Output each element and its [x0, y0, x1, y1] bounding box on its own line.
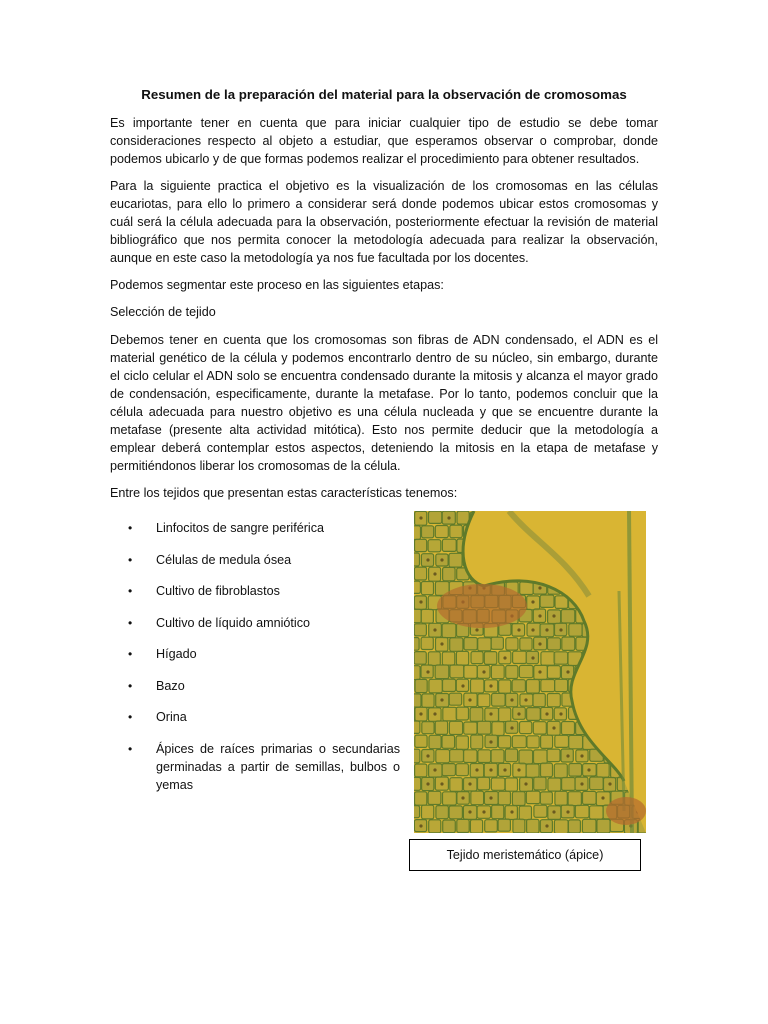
nucleus-shape — [580, 754, 583, 757]
cell-shape — [414, 638, 419, 651]
bullet-icon: • — [128, 521, 133, 535]
cell-shape — [422, 805, 434, 819]
cell-shape — [457, 511, 469, 524]
bullet-icon: • — [128, 741, 133, 756]
cell-shape — [513, 651, 527, 663]
nucleus-shape — [510, 810, 513, 813]
nucleus-shape — [433, 628, 436, 631]
nucleus-shape — [468, 698, 471, 701]
paragraph-stages: Podemos segmentar este proceso en las siguientes etapas: — [110, 278, 444, 292]
cell-shape — [470, 708, 483, 722]
nucleus-shape — [475, 768, 478, 771]
nucleus-shape — [601, 796, 604, 799]
cell-shape — [499, 708, 511, 722]
cell-shape — [450, 638, 463, 652]
cell-shape — [527, 708, 541, 721]
tissues-section — [110, 511, 658, 891]
list-item-text: Células de medula ósea — [156, 552, 292, 567]
nucleus-shape — [531, 656, 534, 659]
nucleus-shape — [531, 600, 534, 603]
nucleus-shape — [482, 670, 485, 673]
list-item — [128, 677, 400, 695]
cell-shape — [554, 764, 567, 778]
cell-shape — [548, 778, 561, 791]
cell-shape — [512, 680, 525, 692]
nucleus-shape — [531, 628, 534, 631]
nucleus-shape — [566, 670, 569, 673]
cell-shape — [414, 652, 426, 665]
nucleus-shape — [440, 558, 443, 561]
cell-shape — [569, 624, 582, 637]
nucleus-shape — [517, 712, 520, 715]
cell-shape — [429, 735, 441, 748]
cell-shape — [421, 609, 433, 623]
cell-shape — [505, 749, 517, 762]
nucleus-shape — [468, 782, 471, 785]
cell-shape — [555, 791, 567, 805]
nucleus-shape — [608, 782, 611, 785]
cell-shape — [414, 581, 420, 593]
cell-shape — [491, 750, 504, 763]
cell-shape — [449, 553, 462, 567]
nucleus-shape — [489, 796, 492, 799]
cell-shape — [597, 819, 610, 833]
cell-shape — [414, 777, 421, 790]
cell-shape — [428, 791, 441, 804]
cell-shape — [583, 791, 597, 804]
cell-shape — [429, 679, 442, 693]
cell-shape — [541, 763, 553, 777]
nucleus-shape — [489, 684, 492, 687]
cell-shape — [534, 805, 547, 817]
cell-shape — [562, 778, 576, 791]
list-item — [128, 551, 400, 569]
cell-shape — [519, 750, 533, 764]
nucleus-shape — [489, 740, 492, 743]
cell-shape — [478, 638, 491, 651]
list-item-text: Linfocitos de sangre periférica — [156, 521, 325, 535]
cell-shape — [512, 792, 525, 806]
cell-shape — [443, 707, 457, 721]
figure-caption: Tejido meristemático (ápice) — [409, 839, 641, 871]
cell-shape — [414, 624, 426, 636]
cell-shape — [471, 735, 483, 749]
cell-shape — [590, 806, 604, 819]
cell-shape — [506, 666, 518, 679]
bullet-icon: • — [128, 584, 133, 598]
cell-shape — [429, 820, 441, 833]
cell-shape — [470, 820, 482, 833]
cell-shape — [415, 735, 427, 747]
cell-shape — [478, 777, 490, 790]
cell-shape — [555, 735, 569, 747]
cell-shape — [555, 679, 568, 691]
cell-shape — [513, 819, 525, 833]
cell-shape — [415, 679, 427, 692]
cell-shape — [464, 665, 477, 678]
cell-shape — [478, 750, 491, 763]
nucleus-shape — [552, 614, 555, 617]
cell-shape — [443, 567, 456, 580]
cell-shape — [414, 553, 420, 566]
cell-shape — [568, 792, 581, 806]
nucleus-shape — [433, 572, 436, 575]
nucleus-shape — [489, 768, 492, 771]
cell-shape — [443, 679, 456, 691]
nucleus-shape — [559, 712, 562, 715]
tissue-list — [128, 519, 400, 807]
cell-shape — [527, 819, 539, 833]
cell-shape — [464, 638, 477, 650]
nucleus-shape — [440, 698, 443, 701]
nucleus-shape — [566, 810, 569, 813]
cell-shape — [590, 777, 604, 790]
list-item — [128, 614, 400, 632]
cell-shape — [456, 764, 468, 776]
list-item-text: Ápices de raíces primarias o secundarias germinadas a partir de semillas, bulbos o yemas — [156, 741, 400, 792]
nucleus-shape — [538, 670, 541, 673]
cell-shape — [415, 792, 427, 805]
cell-shape — [520, 638, 532, 650]
cell-shape — [422, 694, 434, 708]
bullet-icon: • — [128, 678, 133, 693]
cell-shape — [415, 539, 427, 551]
cell-shape — [498, 736, 510, 748]
cell-shape — [562, 722, 575, 735]
cell-shape — [562, 637, 575, 650]
micrograph-image — [414, 511, 646, 833]
document-title: Resumen de la preparación del material para la observación de cromosomas — [141, 87, 627, 102]
cell-shape — [464, 750, 477, 763]
cell-shape — [575, 805, 589, 818]
nucleus-shape — [538, 586, 541, 589]
cell-shape — [533, 722, 546, 734]
list-item-text: Bazo — [156, 678, 185, 693]
cell-shape — [414, 694, 421, 707]
cell-shape — [498, 819, 510, 831]
cell-shape — [450, 778, 463, 792]
meristem-micrograph — [414, 511, 646, 833]
nucleus-shape — [482, 810, 485, 813]
cell-shape — [471, 679, 484, 693]
cell-shape — [561, 610, 575, 624]
nucleus-shape — [517, 768, 520, 771]
cell-shape — [450, 750, 464, 763]
nucleus-shape — [552, 810, 555, 813]
list-item-text: Hígado — [156, 647, 197, 661]
cell-shape — [548, 638, 561, 650]
nucleus-shape — [419, 712, 422, 715]
cell-shape — [526, 791, 540, 804]
cell-shape — [540, 792, 552, 804]
bullet-icon: • — [128, 647, 133, 661]
cell-shape — [422, 526, 434, 538]
cell-shape — [464, 722, 477, 734]
nucleus-shape — [503, 656, 506, 659]
list-item — [128, 519, 400, 537]
cell-shape — [534, 777, 546, 790]
cell-shape — [421, 637, 433, 649]
cell-shape — [414, 609, 421, 622]
nucleus-shape — [426, 782, 429, 785]
nucleus-shape — [524, 782, 527, 785]
cell-shape — [533, 694, 545, 707]
cell-shape — [506, 638, 518, 650]
cell-shape — [449, 806, 462, 819]
nucleus-shape — [510, 726, 513, 729]
nucleus-shape — [538, 642, 541, 645]
cell-shape — [554, 652, 568, 664]
cell-shape — [484, 652, 497, 665]
nucleus-shape — [433, 768, 436, 771]
cell-shape — [456, 707, 468, 720]
cell-shape — [414, 526, 421, 540]
cell-shape — [414, 567, 426, 580]
nucleus-shape — [545, 712, 548, 715]
nucleus-shape — [538, 614, 541, 617]
nucleus-shape — [489, 712, 492, 715]
cell-shape — [442, 735, 455, 748]
nucleus-shape — [419, 516, 422, 519]
cell-shape — [568, 820, 580, 833]
cell-shape — [569, 735, 583, 748]
nucleus-shape — [580, 782, 583, 785]
cell-shape — [435, 665, 449, 679]
cell-shape — [442, 624, 456, 638]
cell-shape — [554, 820, 568, 833]
nucleus-shape — [559, 628, 562, 631]
nucleus-shape — [545, 628, 548, 631]
cell-shape — [443, 792, 457, 805]
cell-shape — [443, 820, 456, 833]
cell-shape — [520, 582, 534, 595]
cell-shape — [547, 694, 560, 707]
cell-shape — [512, 736, 526, 748]
cell-shape — [429, 511, 442, 523]
cell-shape — [414, 749, 420, 763]
cell-shape — [541, 735, 553, 748]
cell-shape — [450, 665, 464, 678]
cell-shape — [526, 764, 539, 777]
list-item-text: Cultivo de líquido amniótico — [156, 615, 311, 630]
cell-shape — [478, 694, 490, 707]
cell-shape — [456, 736, 468, 749]
cell-shape — [485, 820, 498, 832]
cell-shape — [435, 526, 448, 538]
nucleus-shape — [440, 642, 443, 645]
cell-shape — [526, 680, 539, 694]
nucleus-shape — [447, 516, 450, 519]
nucleus-shape — [524, 698, 527, 701]
nucleus-shape — [426, 754, 429, 757]
cell-shape — [499, 680, 511, 693]
cell-shape — [527, 736, 539, 748]
cell-shape — [442, 764, 455, 776]
cell-shape — [534, 750, 548, 764]
cell-shape — [414, 721, 420, 733]
cell-shape — [421, 582, 433, 595]
cell-shape — [540, 595, 554, 607]
cell-shape — [471, 791, 484, 805]
cell-shape — [491, 665, 504, 679]
nucleus-shape — [440, 782, 443, 785]
cell-shape — [520, 722, 532, 734]
nucleus-shape — [517, 628, 520, 631]
bullet-icon: • — [128, 552, 133, 567]
cell-shape — [428, 540, 441, 552]
cell-shape — [541, 652, 555, 666]
paragraph-tissues-intro: Entre los tejidos que presentan estas características tenemos: — [110, 486, 458, 500]
paragraph-objective: Para la siguiente practica el objetivo es la visualización de los cromosomas en las células eucariotas, para ello lo primero a considerar será donde podemos ubicar estos cromosomas y cuál será la célula adecuada para la observación, posteriormente efectuar la revisión de material bibliográfico que nos permita conocer la metodología adecuada para realizar la observación, aunque en este caso la metodología ya nos fue facultada por los docentes. — [110, 179, 658, 265]
cell-shape — [491, 637, 503, 649]
document-body — [110, 86, 658, 891]
cell-shape — [597, 763, 610, 777]
nucleus-shape — [468, 810, 471, 813]
nucleus-shape — [503, 768, 506, 771]
cell-shape — [492, 693, 506, 706]
cell-shape — [442, 539, 456, 551]
cell-shape — [449, 721, 462, 734]
cell-shape — [582, 819, 596, 833]
nucleus-shape — [419, 824, 422, 827]
cell-shape — [457, 819, 469, 832]
cell-shape — [415, 764, 427, 777]
cell-shape — [519, 665, 533, 677]
list-item — [128, 740, 400, 794]
cell-shape — [414, 806, 420, 818]
list-item-text: Cultivo de fibroblastos — [156, 584, 280, 598]
section-heading: Selección de tejido — [110, 305, 216, 319]
cell-shape — [519, 806, 531, 820]
cell-shape — [498, 791, 510, 805]
nucleus-shape — [461, 796, 464, 799]
cell-shape — [450, 525, 463, 538]
cell-shape — [491, 778, 505, 790]
list-item-text: Orina — [156, 710, 187, 724]
nucleus-shape — [433, 712, 436, 715]
cell-shape — [477, 721, 490, 734]
paragraph-chromosomes: Debemos tener en cuenta que los cromosomas son fibras de ADN condensado, el ADN es el material genético de la célula y podemos encontrarlo dentro de su núcleo, sin embargo, durante el ciclo celular el ADN solo se encuentra condensado durante la mitosis y alcanza el mayor grado de condensación, especificamente, durante la metafase. Por lo tanto, podemos concluir que la célula adecuada para nuestro objetivo es una célula nucleada y que se encuentre durante la metafase (presente alta actividad mitótica). Esto nos permite deducir que la metodología a emplear deberá contemplar estos aspectos, deteniendo la mitosis en la etapa de metafase y permitiéndonos liberar los cromosomas de la célula. — [110, 333, 658, 473]
cell-shape — [436, 806, 449, 819]
cell-shape — [436, 750, 450, 763]
cell-shape — [422, 722, 434, 734]
cell-shape — [505, 778, 517, 791]
list-item — [128, 645, 400, 663]
cell-shape — [442, 652, 455, 665]
cell-shape — [547, 749, 560, 762]
cell-shape — [492, 805, 504, 819]
nucleus-shape — [510, 698, 513, 701]
list-item — [128, 582, 400, 600]
cell-shape — [449, 693, 462, 705]
nucleus-shape — [419, 600, 422, 603]
nucleus-shape — [587, 768, 590, 771]
cell-shape — [569, 764, 582, 777]
nucleus-shape — [552, 726, 555, 729]
cell-shape — [547, 666, 560, 679]
bullet-icon: • — [128, 710, 133, 724]
list-item — [128, 708, 400, 726]
cell-shape — [428, 652, 440, 666]
cell-shape — [492, 722, 504, 736]
cell-shape — [435, 721, 447, 734]
cell-shape — [456, 651, 468, 665]
nucleus-shape — [545, 824, 548, 827]
cell-shape — [541, 680, 555, 692]
cell-shape — [414, 666, 420, 680]
nucleus-shape — [461, 684, 464, 687]
nucleus-shape — [475, 628, 478, 631]
nucleus-shape — [426, 558, 429, 561]
cell-shape — [471, 652, 483, 664]
paragraph-intro: Es importante tener en cuenta que para iniciar cualquier tipo de estudio se debe tomar consideraciones respecto al objeto a estudiar, que esperamos observar o comprobar, donde podemos ubicarlo y de que formas podemos realizar el procedimiento para obtener resultados. — [110, 116, 658, 166]
nucleus-shape — [426, 670, 429, 673]
nucleus-shape — [566, 754, 569, 757]
bullet-icon: • — [128, 615, 133, 630]
